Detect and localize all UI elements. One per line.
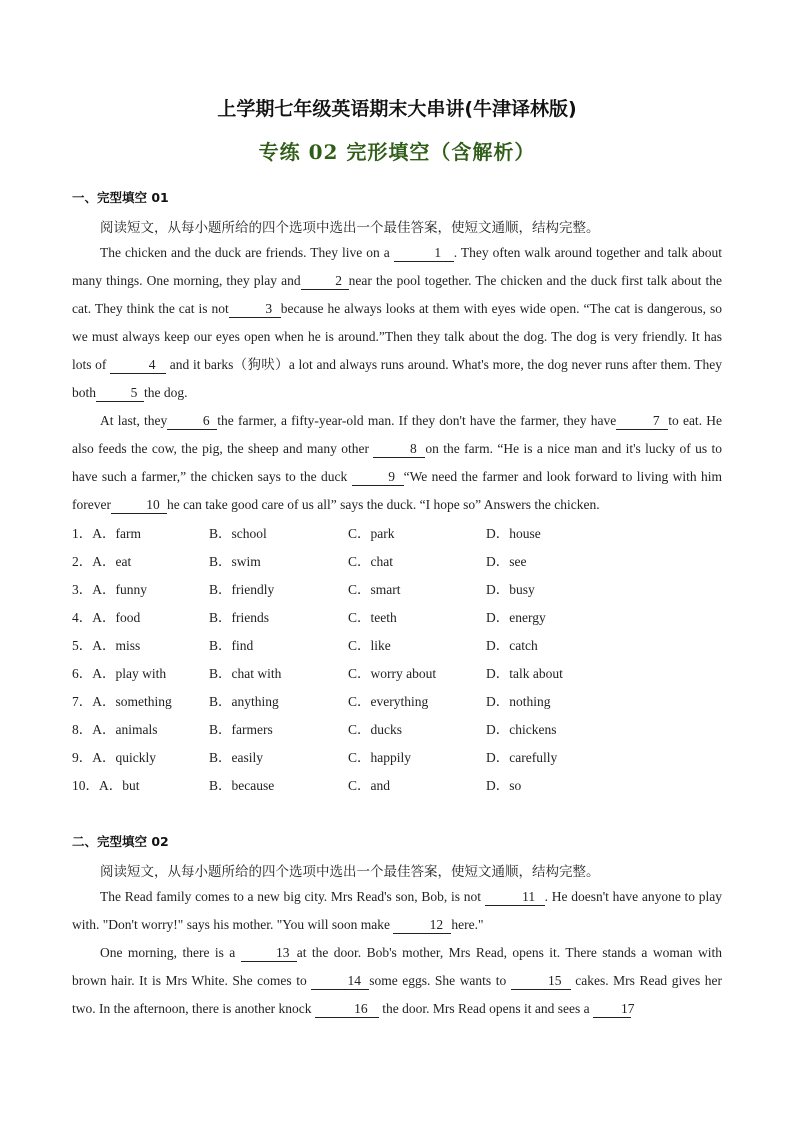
section-1-instruction: 阅读短文，从每小题所给的四个选项中选出一个最佳答案，使短文通顺，结构完整。 — [100, 220, 600, 235]
blank-8: 8 — [373, 441, 425, 458]
blank-1: 1 — [394, 245, 454, 262]
passage-paragraph: The chicken and the duck are friends. They live on a 1 . They often walk around together and talk about many things. One morning, they play and 2 near the pool together. The chicken and the duck first talk about the cat. They think the cat is not 3 because he always looks at them with eyes wide open. “The cat is dangerous, so we must always keep our eyes open when he is around.”Then they talk about the dog. The dog is very friendly. It has lots of 4 and it barks（狗吠）a lot and always runs around. What's more, the dog never runs after them. They both 5 the dog. — [72, 245, 723, 400]
blank-3: 3 — [229, 301, 281, 318]
option-row: 2．A．eat B．swim C．chat D．see — [72, 554, 527, 569]
blank-13: 13 — [241, 945, 297, 962]
blank-10: 10 — [111, 497, 167, 514]
blank-11: 11 — [485, 889, 545, 906]
blank-7: 7 — [616, 413, 668, 430]
option-row: 8．A．animals B．farmers C．ducks D．chickens — [72, 722, 557, 737]
blank-16: 16 — [315, 1001, 379, 1018]
option-row: 1．A．farm B．school C．park D．house — [72, 526, 541, 541]
blank-17: 17 — [593, 1001, 631, 1018]
section-1-heading: 一、完型填空 01 — [72, 190, 169, 205]
passage-paragraph: At last, they 6 the farmer, a fifty-year-old man. If they don't have the farmer, they have 7 to eat. He also feeds the cow, the pig, the sheep and many other 8 on the farm. “He is a nice man and it's lucky of us to have such a farmer,” the chicken says to the duck 9 “We need the farmer and look forward to living with him forever 10 he can take good care of us all” says the duck. “I hope so” Answers the chicken. — [72, 413, 723, 512]
section-1-passage — [72, 239, 722, 519]
blank-6: 6 — [167, 413, 217, 430]
passage-paragraph: The Read family comes to a new big city. Mrs Read's son, Bob, is not 11 . He doesn't have anyone to play with. "Don't worry!" says his mother. "You will soon make 12 here." — [72, 889, 722, 932]
blank-9: 9 — [352, 469, 404, 486]
blank-2: 2 — [301, 273, 349, 290]
option-row: 7．A．something B．anything C．everything D．nothing — [72, 694, 551, 709]
blank-5: 5 — [96, 385, 144, 402]
option-row: 10．A．but B．because C．and D．so — [72, 778, 522, 793]
answer-options — [72, 520, 722, 800]
blank-15: 15 — [511, 973, 571, 990]
option-row: 5．A．miss B．find C．like D．catch — [72, 638, 538, 653]
passage-paragraph: One morning, there is a 13 at the door. Bob's mother, Mrs Read, opens it. There stands a woman with brown hair. It is Mrs White. She comes to 14 some eggs. She wants to 15 cakes. Mrs Read gives her two. In the afternoon, there is another knock 16 the door. Mrs Read opens it and sees a 17 — [72, 945, 722, 1016]
blank-12: 12 — [393, 917, 451, 934]
option-row: 3．A．funny B．friendly C．smart D．busy — [72, 582, 535, 597]
section-2-heading: 二、完型填空 02 — [72, 834, 169, 849]
blank-14: 14 — [311, 973, 369, 990]
section-2-passage — [72, 883, 722, 1023]
option-row: 6．A．play with B．chat with C．worry about D．talk about — [72, 666, 563, 681]
option-row: 4．A．food B．friends C．teeth D．energy — [72, 610, 546, 625]
document-subtitle: 专练 02 完形填空（含解析） — [258, 140, 536, 164]
blank-4: 4 — [110, 357, 166, 374]
option-row: 9．A．quickly B．easily C．happily D．carefully — [72, 750, 558, 765]
document-title: 上学期七年级英语期末大串讲(牛津译林版) — [217, 98, 577, 120]
section-2-instruction: 阅读短文，从每小题所给的四个选项中选出一个最佳答案，使短文通顺，结构完整。 — [100, 864, 600, 879]
